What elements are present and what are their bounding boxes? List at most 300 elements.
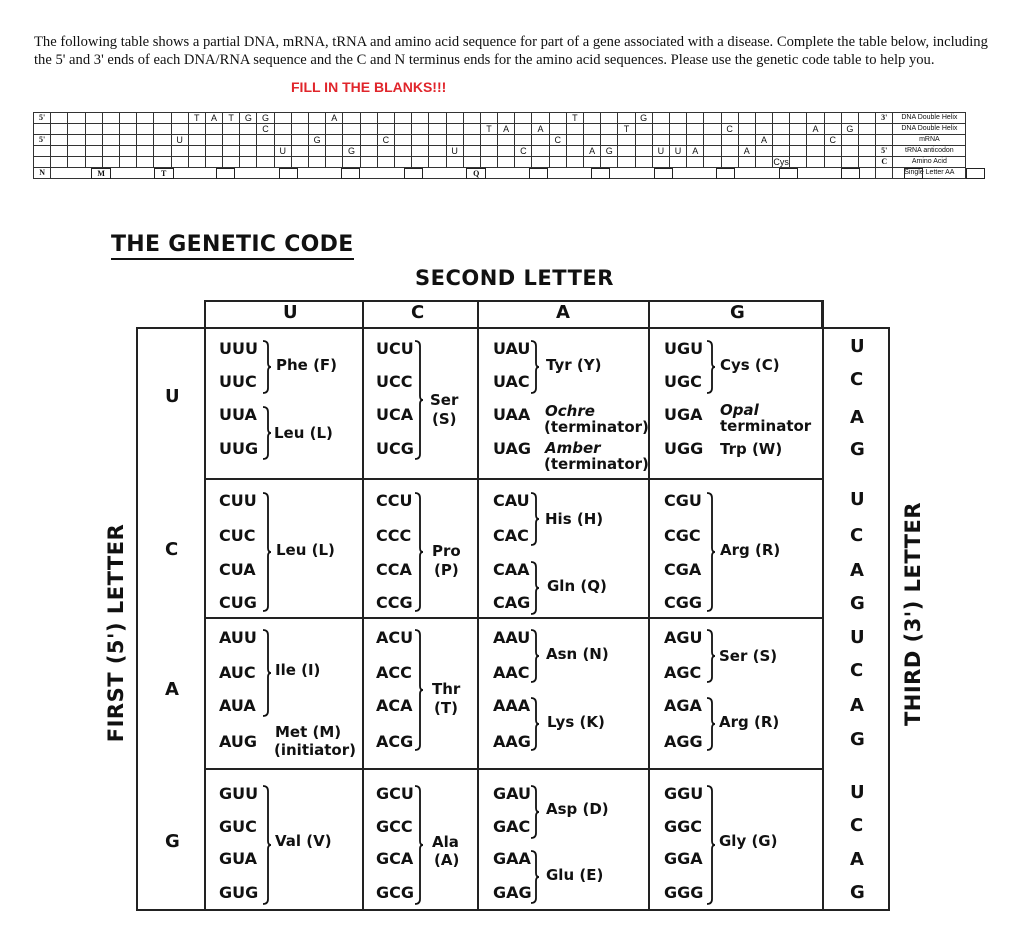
sequence-cell[interactable] bbox=[687, 113, 704, 124]
single-letter-blank[interactable] bbox=[779, 168, 798, 179]
sequence-cell[interactable] bbox=[102, 146, 119, 157]
sequence-cell[interactable] bbox=[429, 124, 446, 135]
amino-acid-cell[interactable] bbox=[755, 157, 772, 168]
amino-acid-cell[interactable] bbox=[154, 157, 171, 168]
sequence-cell[interactable] bbox=[549, 113, 566, 124]
sequence-cell[interactable] bbox=[171, 146, 188, 157]
sequence-cell[interactable] bbox=[790, 135, 807, 146]
sequence-cell[interactable] bbox=[498, 146, 515, 157]
single-letter-blank[interactable] bbox=[716, 168, 735, 179]
sequence-cell[interactable] bbox=[841, 135, 858, 146]
sequence-cell[interactable] bbox=[584, 124, 601, 135]
sequence-cell[interactable] bbox=[859, 124, 876, 135]
sequence-cell[interactable] bbox=[704, 124, 721, 135]
amino-acid-cell[interactable] bbox=[618, 157, 635, 168]
sequence-cell[interactable] bbox=[326, 124, 343, 135]
sequence-cell[interactable] bbox=[859, 135, 876, 146]
sequence-cell[interactable] bbox=[669, 113, 686, 124]
instructions-text: The following table shows a partial DNA, mRNA, tRNA and amino acid sequence for part of a gene associated with a disease. Complete the table below, including the 5' and 3' ends of each DNA/RNA sequence and the C and N terminus ends for the amino acid sequences. Please use the genetic code table to help you. bbox=[34, 34, 988, 68]
codon: CAA bbox=[493, 560, 530, 579]
sequence-cell[interactable] bbox=[755, 113, 772, 124]
single-letter-blank[interactable] bbox=[591, 168, 610, 179]
sequence-cell[interactable] bbox=[274, 135, 291, 146]
amino-acid-cell[interactable] bbox=[515, 157, 532, 168]
sequence-cell[interactable] bbox=[102, 113, 119, 124]
sequence-cell[interactable] bbox=[223, 135, 240, 146]
sequence-cell[interactable] bbox=[68, 124, 85, 135]
sequence-cell[interactable] bbox=[738, 124, 755, 135]
amino-acid-cell[interactable] bbox=[171, 157, 188, 168]
amino-acid-cell[interactable] bbox=[102, 157, 119, 168]
sequence-cell[interactable] bbox=[223, 146, 240, 157]
sequence-cell[interactable] bbox=[309, 124, 326, 135]
sequence-cell[interactable] bbox=[274, 113, 291, 124]
amino-acid-cell[interactable] bbox=[188, 157, 205, 168]
given-base: G bbox=[240, 113, 257, 124]
sequence-cell[interactable] bbox=[687, 124, 704, 135]
sequence-cell[interactable] bbox=[635, 124, 652, 135]
amino-acid-cell[interactable] bbox=[566, 157, 583, 168]
sequence-cell[interactable] bbox=[360, 113, 377, 124]
sequence-cell[interactable] bbox=[85, 124, 102, 135]
codon: CUG bbox=[219, 593, 257, 612]
amino-acid-cell[interactable] bbox=[807, 157, 824, 168]
sequence-cell[interactable] bbox=[171, 113, 188, 124]
sequence-cell[interactable] bbox=[601, 113, 618, 124]
sequence-cell[interactable] bbox=[532, 135, 549, 146]
sequence-cell[interactable] bbox=[687, 135, 704, 146]
given-base: U bbox=[171, 135, 188, 146]
amino-acid-label: Thr bbox=[432, 680, 461, 698]
brace-icon bbox=[706, 492, 716, 612]
given-base: U bbox=[669, 146, 686, 157]
sequence-cell[interactable] bbox=[119, 135, 136, 146]
sequence-cell[interactable] bbox=[721, 135, 738, 146]
given-base: C bbox=[257, 124, 274, 135]
given-base: G bbox=[635, 113, 652, 124]
sequence-cell[interactable] bbox=[68, 113, 85, 124]
sequence-cell[interactable] bbox=[137, 113, 154, 124]
codon: CAU bbox=[493, 491, 530, 510]
amino-acid-cell[interactable] bbox=[34, 157, 51, 168]
sequence-cell[interactable] bbox=[309, 113, 326, 124]
sequence-cell[interactable] bbox=[807, 146, 824, 157]
sequence-cell[interactable] bbox=[343, 124, 360, 135]
codon: AUG bbox=[219, 732, 258, 751]
sequence-cell[interactable] bbox=[704, 135, 721, 146]
sequence-cell[interactable] bbox=[240, 124, 257, 135]
amino-acid-cell[interactable] bbox=[223, 157, 240, 168]
amino-acid-cell[interactable] bbox=[669, 157, 686, 168]
amino-acid-cell[interactable] bbox=[377, 157, 394, 168]
terminator-label: Opal bbox=[720, 401, 759, 419]
amino-acid-cell[interactable] bbox=[532, 157, 549, 168]
sequence-cell[interactable] bbox=[618, 113, 635, 124]
sequence-cell[interactable] bbox=[807, 135, 824, 146]
codon: GCG bbox=[376, 883, 415, 902]
amino-acid-cell[interactable] bbox=[257, 157, 274, 168]
sequence-cell[interactable] bbox=[532, 146, 549, 157]
sequence-cell[interactable] bbox=[549, 124, 566, 135]
sequence-cell[interactable] bbox=[652, 113, 669, 124]
sequence-cell[interactable] bbox=[429, 113, 446, 124]
sequence-cell[interactable] bbox=[377, 146, 394, 157]
sequence-cell[interactable] bbox=[463, 135, 480, 146]
amino-acid-cell[interactable] bbox=[738, 157, 755, 168]
amino-acid-cell[interactable] bbox=[412, 157, 429, 168]
sequence-cell[interactable] bbox=[652, 135, 669, 146]
amino-acid-label: Gln (Q) bbox=[547, 577, 607, 595]
sequence-cell[interactable] bbox=[755, 124, 772, 135]
sequence-cell[interactable] bbox=[876, 124, 893, 135]
brace-icon bbox=[706, 697, 716, 751]
sequence-cell[interactable] bbox=[463, 146, 480, 157]
codon: AGU bbox=[664, 628, 703, 647]
sequence-cell[interactable] bbox=[412, 146, 429, 157]
single-letter-blank[interactable] bbox=[841, 168, 860, 179]
sequence-cell[interactable] bbox=[377, 113, 394, 124]
sequence-cell[interactable] bbox=[584, 135, 601, 146]
sequence-cell[interactable] bbox=[429, 146, 446, 157]
amino-acid-cell[interactable] bbox=[549, 157, 566, 168]
sequence-cell[interactable] bbox=[137, 124, 154, 135]
amino-acid-row bbox=[34, 157, 966, 168]
dna-bottom-strand-row bbox=[34, 124, 966, 135]
codon: CGU bbox=[664, 491, 702, 510]
codon: UGG bbox=[664, 439, 704, 458]
third-letter-C: C bbox=[850, 525, 864, 546]
sequence-cell[interactable] bbox=[412, 124, 429, 135]
amino-acid-cell[interactable] bbox=[601, 157, 618, 168]
sequence-cell[interactable] bbox=[257, 135, 274, 146]
sequence-cell[interactable] bbox=[721, 146, 738, 157]
single-letter-row bbox=[34, 168, 966, 179]
sequence-cell[interactable] bbox=[704, 146, 721, 157]
sequence-cell[interactable] bbox=[601, 124, 618, 135]
sequence-cell[interactable] bbox=[446, 113, 463, 124]
sequence-cell[interactable] bbox=[394, 135, 411, 146]
sequence-cell[interactable] bbox=[773, 146, 790, 157]
codon: CAC bbox=[493, 526, 529, 545]
amino-acid-cell[interactable] bbox=[480, 157, 497, 168]
sequence-cell[interactable] bbox=[498, 135, 515, 146]
n-terminus-label: N bbox=[34, 168, 51, 179]
amino-acid-cell[interactable] bbox=[446, 157, 463, 168]
sequence-cell[interactable] bbox=[515, 124, 532, 135]
sequence-cell[interactable] bbox=[773, 113, 790, 124]
sequence-cell[interactable] bbox=[738, 113, 755, 124]
third-letter-U: U bbox=[850, 336, 865, 357]
sequence-cell[interactable] bbox=[205, 124, 222, 135]
sequence-cell[interactable] bbox=[584, 113, 601, 124]
amino-acid-cell[interactable] bbox=[635, 157, 652, 168]
amino-acid-label: Arg (R) bbox=[719, 713, 780, 731]
sequence-cell[interactable] bbox=[119, 113, 136, 124]
single-letter-blank[interactable] bbox=[654, 168, 673, 179]
brace-icon bbox=[414, 340, 424, 460]
row-label: tRNA anticodon bbox=[893, 146, 966, 157]
sequence-cell[interactable] bbox=[274, 124, 291, 135]
amino-acid-given: Cys bbox=[773, 157, 789, 167]
sequence-cell[interactable] bbox=[669, 135, 686, 146]
codon: UGC bbox=[664, 372, 702, 391]
sequence-cell[interactable] bbox=[773, 124, 790, 135]
sequence-cell[interactable] bbox=[824, 113, 841, 124]
sequence-cell[interactable] bbox=[343, 113, 360, 124]
given-base: U bbox=[446, 146, 463, 157]
amino-acid-cell[interactable] bbox=[68, 157, 85, 168]
single-letter-blank[interactable] bbox=[279, 168, 298, 179]
given-base: A bbox=[755, 135, 772, 146]
codon: CCG bbox=[376, 593, 413, 612]
fill-in-banner: FILL IN THE BLANKS!!! bbox=[291, 79, 447, 95]
sequence-cell[interactable] bbox=[291, 113, 308, 124]
amino-acid-cell[interactable] bbox=[240, 157, 257, 168]
sequence-cell[interactable] bbox=[429, 135, 446, 146]
sequence-cell[interactable] bbox=[51, 135, 68, 146]
sequence-cell[interactable] bbox=[566, 146, 583, 157]
sequence-cell[interactable] bbox=[669, 124, 686, 135]
single-letter-blank[interactable] bbox=[904, 168, 923, 179]
given-base: T bbox=[618, 124, 635, 135]
amino-acid-cell[interactable] bbox=[85, 157, 102, 168]
sequence-cell[interactable] bbox=[119, 146, 136, 157]
sequence-cell[interactable] bbox=[360, 124, 377, 135]
sequence-cell[interactable] bbox=[119, 124, 136, 135]
amino-acid-cell[interactable] bbox=[394, 157, 411, 168]
codon: AGA bbox=[664, 696, 702, 715]
sequence-cell[interactable] bbox=[841, 113, 858, 124]
sequence-cell[interactable] bbox=[824, 124, 841, 135]
sequence-cell[interactable] bbox=[154, 146, 171, 157]
sequence-cell[interactable] bbox=[188, 146, 205, 157]
sequence-cell[interactable] bbox=[480, 113, 497, 124]
sequence-cell[interactable] bbox=[412, 113, 429, 124]
single-letter-blank[interactable] bbox=[404, 168, 423, 179]
sequence-cell[interactable] bbox=[326, 135, 343, 146]
brace-icon bbox=[414, 785, 424, 905]
third-letter-C: C bbox=[850, 660, 864, 681]
amino-acid-cell[interactable] bbox=[291, 157, 308, 168]
amino-acid-cell[interactable] bbox=[841, 157, 858, 168]
sequence-cell[interactable] bbox=[824, 146, 841, 157]
trna-anticodon-row bbox=[34, 146, 966, 157]
given-base: A bbox=[205, 113, 222, 124]
sequence-cell[interactable] bbox=[859, 146, 876, 157]
sequence-cell[interactable] bbox=[515, 135, 532, 146]
codon: AAA bbox=[493, 696, 531, 715]
amino-acid-cell[interactable] bbox=[205, 157, 222, 168]
amino-acid-cell[interactable] bbox=[274, 157, 291, 168]
sequence-cell[interactable] bbox=[291, 146, 308, 157]
terminator-label: Ochre bbox=[545, 402, 595, 420]
sequence-cell[interactable] bbox=[154, 113, 171, 124]
column-header-G: G bbox=[730, 302, 745, 323]
amino-acid-cell[interactable] bbox=[51, 157, 68, 168]
third-letter-G: G bbox=[850, 729, 865, 750]
brace-icon bbox=[530, 697, 540, 751]
amino-acid-cell[interactable] bbox=[721, 157, 738, 168]
sequence-cell[interactable] bbox=[85, 135, 102, 146]
given-base: A bbox=[584, 146, 601, 157]
amino-acid-cell[interactable] bbox=[429, 157, 446, 168]
sequence-cell[interactable] bbox=[291, 135, 308, 146]
sequence-cell[interactable] bbox=[790, 124, 807, 135]
sequence-cell[interactable] bbox=[343, 135, 360, 146]
sequence-cell[interactable] bbox=[51, 124, 68, 135]
sequence-cell[interactable] bbox=[480, 135, 497, 146]
amino-acid-cell[interactable] bbox=[584, 157, 601, 168]
amino-acid-label: (S) bbox=[432, 410, 457, 428]
sequence-cell[interactable] bbox=[240, 135, 257, 146]
given-base: T bbox=[480, 124, 497, 135]
sequence-cell[interactable] bbox=[738, 135, 755, 146]
amino-acid-cell[interactable] bbox=[360, 157, 377, 168]
sequence-cell[interactable] bbox=[102, 124, 119, 135]
brace-icon bbox=[530, 629, 540, 683]
sequence-cell[interactable] bbox=[85, 113, 102, 124]
amino-acid-label: Lys (K) bbox=[547, 713, 605, 731]
codon: GGU bbox=[664, 784, 704, 803]
sequence-cell[interactable] bbox=[704, 113, 721, 124]
sequence-cell[interactable] bbox=[34, 146, 51, 157]
sequence-cell[interactable] bbox=[652, 124, 669, 135]
sequence-cell[interactable] bbox=[360, 146, 377, 157]
single-letter-blank[interactable] bbox=[966, 168, 985, 179]
sequence-cell[interactable] bbox=[807, 113, 824, 124]
amino-acid-cell[interactable] bbox=[326, 157, 343, 168]
codon: UUA bbox=[219, 405, 257, 424]
given-base: A bbox=[326, 113, 343, 124]
row-label: mRNA bbox=[893, 135, 966, 146]
third-letter-A: A bbox=[850, 849, 864, 870]
brace-icon bbox=[530, 850, 540, 904]
amino-acid-cell[interactable] bbox=[790, 157, 807, 168]
codon: GAC bbox=[493, 817, 531, 836]
amino-acid-cell[interactable] bbox=[824, 157, 841, 168]
sequence-cell[interactable] bbox=[394, 113, 411, 124]
sequence-cell[interactable] bbox=[635, 146, 652, 157]
sequence-cell[interactable] bbox=[257, 146, 274, 157]
single-letter-blank[interactable] bbox=[529, 168, 548, 179]
sequence-cell[interactable] bbox=[154, 135, 171, 146]
sequence-cell[interactable] bbox=[85, 146, 102, 157]
sequence-cell[interactable] bbox=[102, 135, 119, 146]
codon: UUG bbox=[219, 439, 259, 458]
single-letter-blank[interactable] bbox=[341, 168, 360, 179]
given-base: A bbox=[738, 146, 755, 157]
second-letter-label: SECOND LETTER bbox=[415, 266, 614, 290]
sequence-cell[interactable] bbox=[137, 135, 154, 146]
sequence-cell[interactable] bbox=[532, 113, 549, 124]
sequence-cell[interactable] bbox=[205, 146, 222, 157]
amino-acid-label: Ser (S) bbox=[719, 647, 778, 665]
row-header-A: A bbox=[165, 679, 179, 700]
sequence-cell[interactable] bbox=[498, 113, 515, 124]
amino-acid-cell[interactable] bbox=[687, 157, 704, 168]
given-base: U bbox=[274, 146, 291, 157]
sequence-cell[interactable] bbox=[240, 146, 257, 157]
sequence-cell[interactable] bbox=[34, 124, 51, 135]
column-header-U: U bbox=[283, 302, 298, 323]
codon: ACG bbox=[376, 732, 414, 751]
sequence-cell[interactable] bbox=[309, 146, 326, 157]
sequence-cell[interactable] bbox=[601, 135, 618, 146]
sequence-cell[interactable] bbox=[188, 124, 205, 135]
sequence-cell[interactable] bbox=[841, 146, 858, 157]
sequence-cell[interactable] bbox=[291, 124, 308, 135]
sequence-cell[interactable] bbox=[790, 113, 807, 124]
sequence-cell[interactable] bbox=[566, 135, 583, 146]
brace-icon bbox=[262, 785, 272, 905]
sequence-cell[interactable] bbox=[223, 124, 240, 135]
amino-acid-cell[interactable] bbox=[652, 157, 669, 168]
sequence-cell[interactable] bbox=[721, 113, 738, 124]
third-letter-U: U bbox=[850, 782, 865, 803]
sequence-cell[interactable] bbox=[326, 146, 343, 157]
sequence-cell[interactable] bbox=[446, 135, 463, 146]
sequence-cell[interactable] bbox=[773, 135, 790, 146]
brace-icon bbox=[262, 629, 272, 717]
sequence-cell[interactable] bbox=[618, 146, 635, 157]
given-base: T bbox=[223, 113, 240, 124]
sequence-cell[interactable] bbox=[394, 124, 411, 135]
brace-icon bbox=[530, 561, 540, 615]
brace-icon bbox=[530, 785, 540, 839]
sequence-cell[interactable] bbox=[154, 124, 171, 135]
amino-acid-cell[interactable] bbox=[859, 157, 876, 168]
third-letter-U: U bbox=[850, 627, 865, 648]
sequence-cell[interactable] bbox=[635, 135, 652, 146]
sequence-cell[interactable] bbox=[137, 146, 154, 157]
sequence-cell[interactable] bbox=[755, 146, 772, 157]
sequence-cell[interactable] bbox=[515, 113, 532, 124]
sequence-cell[interactable] bbox=[51, 113, 68, 124]
sequence-cell[interactable] bbox=[171, 124, 188, 135]
amino-acid-cell[interactable] bbox=[463, 157, 480, 168]
sequence-cell[interactable] bbox=[68, 146, 85, 157]
codon: GUA bbox=[219, 849, 258, 868]
sequence-cell[interactable] bbox=[377, 124, 394, 135]
sequence-cell[interactable] bbox=[394, 146, 411, 157]
sequence-cell[interactable] bbox=[463, 113, 480, 124]
sequence-cell[interactable] bbox=[463, 124, 480, 135]
amino-acid-cell[interactable] bbox=[119, 157, 136, 168]
amino-acid-cell[interactable] bbox=[309, 157, 326, 168]
sequence-cell[interactable] bbox=[205, 135, 222, 146]
sequence-cell[interactable] bbox=[188, 135, 205, 146]
sequence-cell[interactable] bbox=[480, 146, 497, 157]
amino-acid-cell[interactable] bbox=[704, 157, 721, 168]
sequence-cell[interactable] bbox=[360, 135, 377, 146]
row-label: DNA Double Helix bbox=[893, 113, 966, 124]
sequence-cell[interactable] bbox=[618, 135, 635, 146]
amino-acid-cell[interactable] bbox=[343, 157, 360, 168]
sequence-cell[interactable] bbox=[790, 146, 807, 157]
amino-acid-cell[interactable] bbox=[498, 157, 515, 168]
sequence-cell[interactable] bbox=[68, 135, 85, 146]
sequence-cell[interactable] bbox=[549, 146, 566, 157]
sequence-cell[interactable] bbox=[51, 146, 68, 157]
codon: GGC bbox=[664, 817, 703, 836]
amino-acid-cell[interactable] bbox=[137, 157, 154, 168]
sequence-cell[interactable] bbox=[566, 124, 583, 135]
sequence-cell[interactable] bbox=[412, 135, 429, 146]
sequence-cell[interactable] bbox=[859, 113, 876, 124]
sequence-cell[interactable] bbox=[876, 135, 893, 146]
single-letter-blank[interactable] bbox=[216, 168, 235, 179]
sequence-cell[interactable] bbox=[446, 124, 463, 135]
